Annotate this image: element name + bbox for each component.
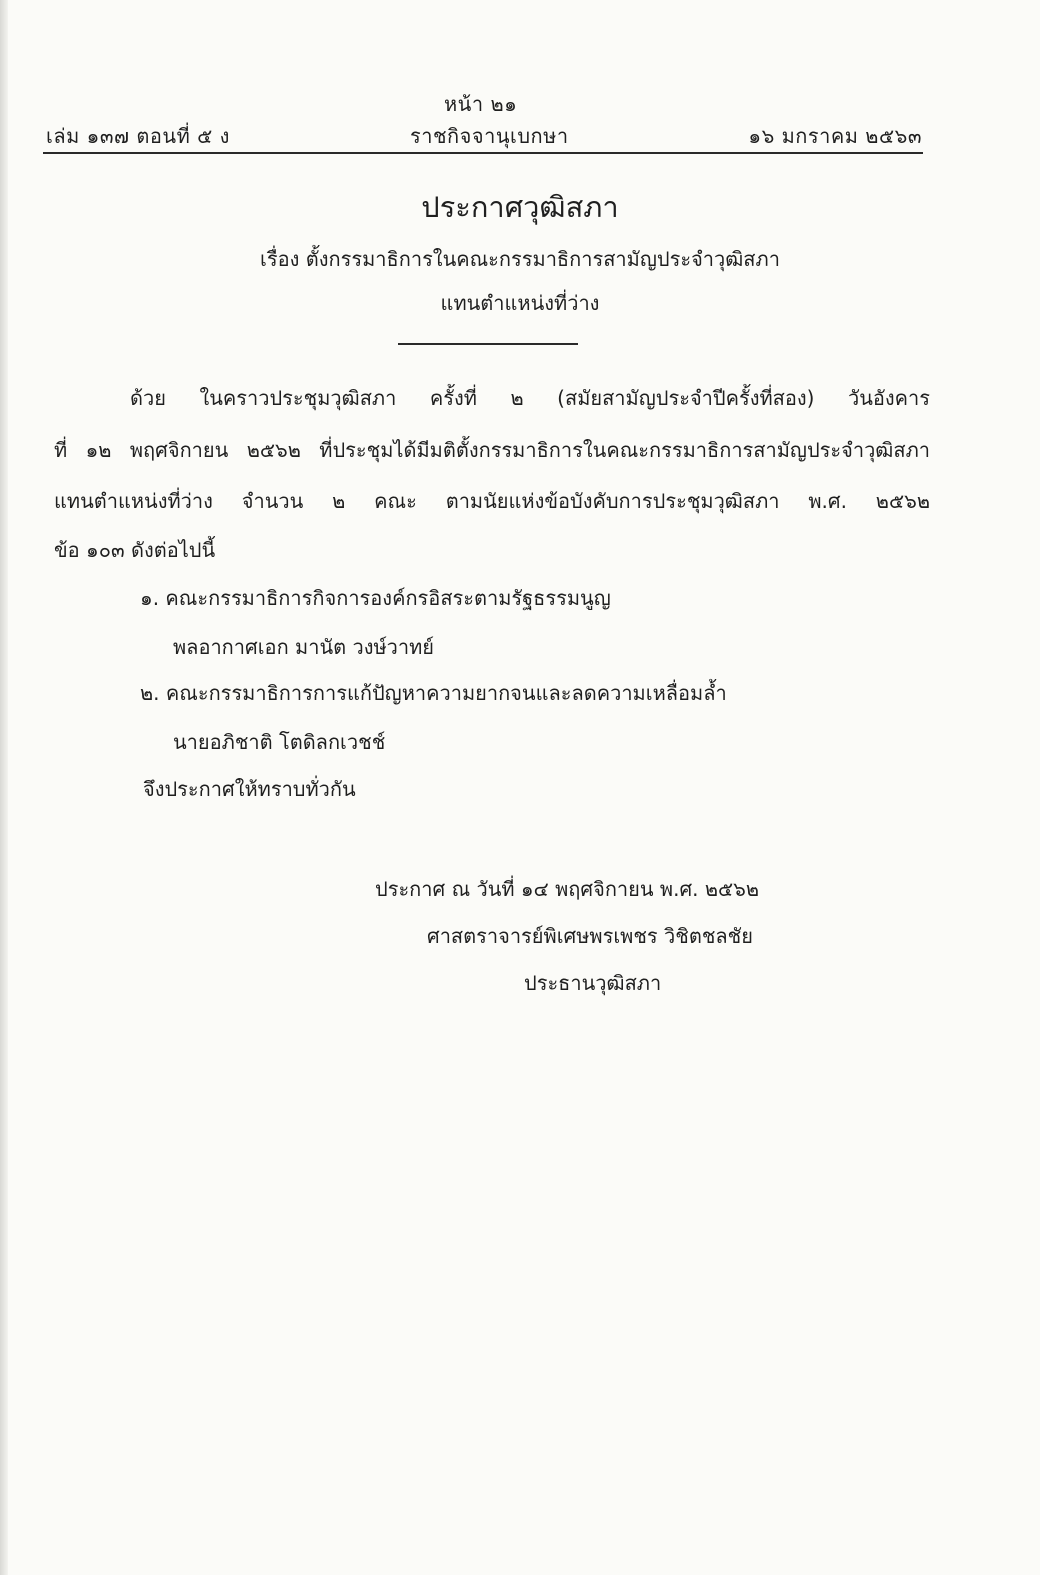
header-rule xyxy=(43,152,923,154)
title-divider xyxy=(398,343,578,345)
gazette-name: ราชกิจจานุเบกษา xyxy=(410,124,569,148)
gazette-volume: เล่ม ๑๓๗ ตอนที่ ๕ ง xyxy=(46,124,230,148)
announcement-title: ประกาศวุฒิสภา xyxy=(421,190,619,224)
committee-item-1: ๑. คณะกรรมาธิการกิจการองค์กรอิสระตามรัฐธรรมนูญ xyxy=(140,586,611,610)
announcement-date: ประกาศ ณ วันที่ ๑๔ พฤศจิกายน พ.ศ. ๒๕๖๒ xyxy=(375,877,760,901)
closing-statement: จึงประกาศให้ทราบทั่วกัน xyxy=(143,777,356,801)
paragraph-line: ด้วย ในคราวประชุมวุฒิสภา ครั้งที่ ๒ (สมัยสามัญประจำปีครั้งที่สอง) วันอังคาร xyxy=(130,386,930,410)
committee-member-1: พลอากาศเอก มานัต วงษ์วาทย์ xyxy=(173,635,435,659)
committee-member-2: นายอภิชาติ โตดิลกเวชช์ xyxy=(173,730,386,754)
signer-position: ประธานวุฒิสภา xyxy=(524,971,662,995)
announcement-subject-continued: แทนตำแหน่งที่ว่าง xyxy=(440,291,600,315)
paragraph-line: ที่ ๑๒ พฤศจิกายน ๒๕๖๒ ที่ประชุมได้มีมติตั้งกรรมาธิการในคณะกรรมาธิการสามัญประจำวุฒิสภา xyxy=(54,438,930,462)
page-binding-edge xyxy=(0,0,8,1575)
paragraph-line: แทนตำแหน่งที่ว่าง จำนวน ๒ คณะ ตามนัยแห่งข้อบังคับการประชุมวุฒิสภา พ.ศ. ๒๕๖๒ xyxy=(54,489,930,513)
gazette-date: ๑๖ มกราคม ๒๕๖๓ xyxy=(748,124,922,148)
announcement-subject: เรื่อง ตั้งกรรมาธิการในคณะกรรมาธิการสามัญประจำวุฒิสภา xyxy=(260,247,780,271)
paragraph-line: ข้อ ๑๐๓ ดังต่อไปนี้ xyxy=(54,538,216,562)
signer-name: ศาสตราจารย์พิเศษพรเพชร วิชิตชลชัย xyxy=(427,924,753,948)
committee-item-2: ๒. คณะกรรมาธิการการแก้ปัญหาความยากจนและลดความเหลื่อมล้ำ xyxy=(140,681,727,705)
page-number: หน้า ๒๑ xyxy=(444,92,518,116)
